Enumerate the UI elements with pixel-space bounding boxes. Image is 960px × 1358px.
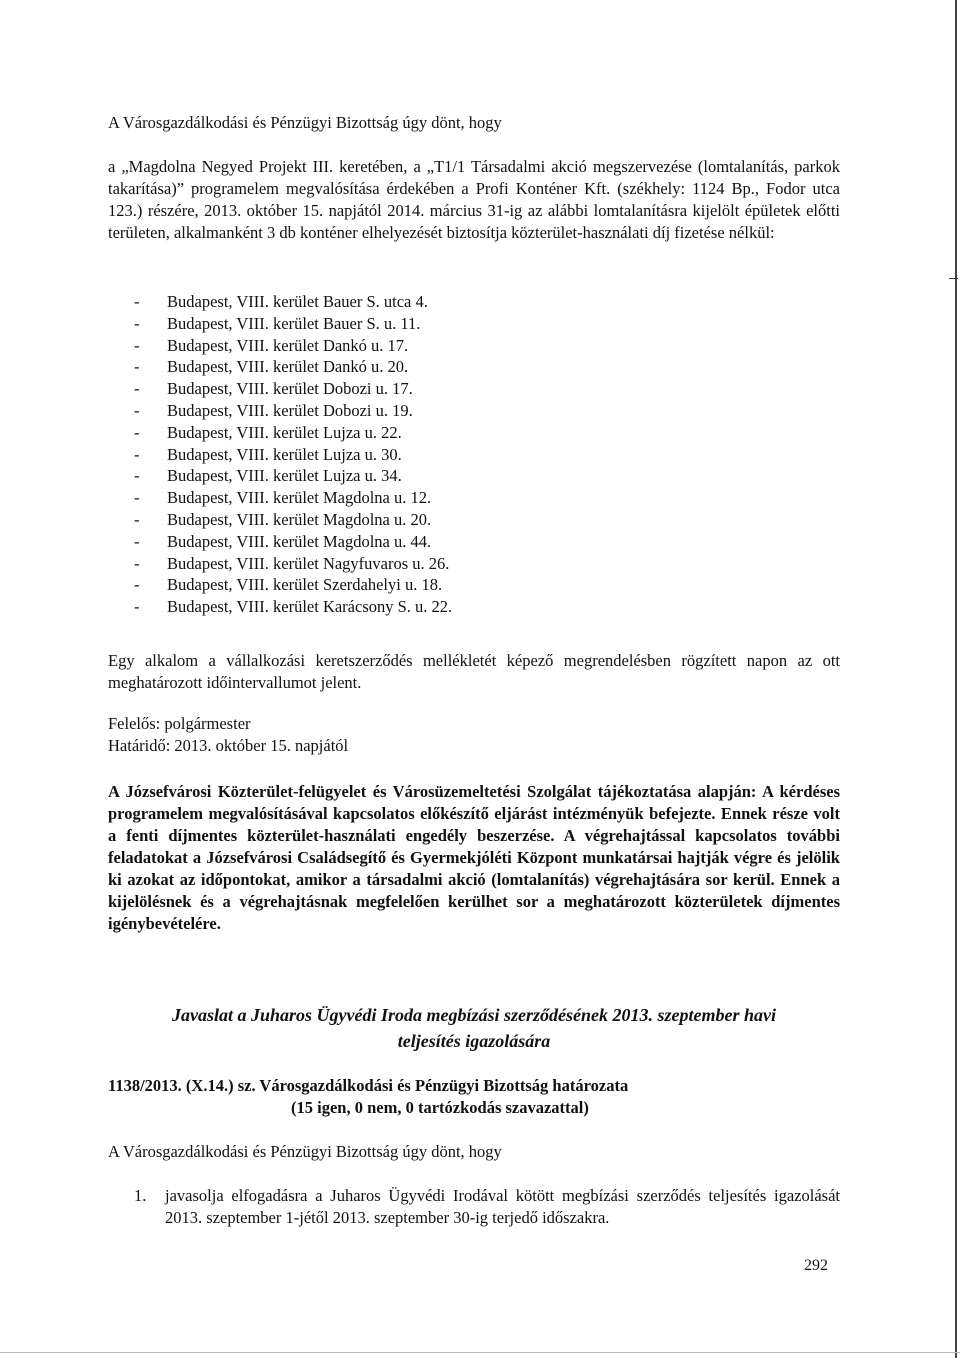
- page-number: 292: [804, 1257, 828, 1274]
- list-item: - Budapest, VIII. kerület Lujza u. 30.: [134, 444, 402, 464]
- list-item: - Budapest, VIII. kerület Magdolna u. 44.: [134, 531, 432, 551]
- list-item: - Budapest, VIII. kerület Lujza u. 34.: [134, 466, 402, 486]
- resolution-vote: (15 igen, 0 nem, 0 tartózkodás szavazattal): [291, 1098, 589, 1117]
- scan-edge-tick: [949, 278, 958, 279]
- deadline-line: Határidő: 2013. október 15. napjától: [108, 736, 349, 755]
- list-item: - Budapest, VIII. kerület Magdolna u. 12.: [134, 488, 432, 508]
- scan-edge-right: [955, 0, 957, 1358]
- list-item: - Budapest, VIII. kerület Bauer S. utca 4.: [134, 292, 428, 311]
- numbered-item: [134, 1185, 840, 1229]
- list-item: - Budapest, VIII. kerület Magdolna u. 20.: [134, 509, 432, 529]
- address-list: [134, 291, 452, 618]
- list-item: - Budapest, VIII. kerület Dobozi u. 19.: [134, 400, 413, 420]
- intro-sentence: A Városgazdálkodási és Pénzügyi Bizottság úgy dönt, hogy: [108, 113, 502, 132]
- resolution-title: 1138/2013. (X.14.) sz. Városgazdálkodási és Pénzügyi Bizottság határozata: [108, 1076, 629, 1095]
- list-item: - Budapest, VIII. kerület Bauer S. u. 11.: [134, 313, 421, 333]
- occasion-paragraph: Egy alkalom a vállalkozási keretszerződés mellékletét képező megrendelésben rögzített napon az ott meghatározott időintervallumot jelent.: [108, 651, 840, 692]
- decision-paragraph: a „Magdolna Negyed Projekt III. keretében, a „T1/1 Társadalmi akció megszervezése (lomtalanítás, parkok takarítása)” programelem megvalósítása érdekében a Profi Konténer Kft. (székhely: 1124 Bp., Fodor utca 123.) részére, 2013. október 15. napjától 2014. március 31-ig az alábbi lomtalanításra kijelölt épületek előtti területen, alkalmanként 3 db konténer elhelyezését biztosítja közterület-használati díj fizetése nélkül:: [108, 157, 840, 242]
- responsible-line: Felelős: polgármester: [108, 714, 251, 733]
- item-text: javasolja elfogadásra a Juharos Ügyvédi Irodával kötött megbízási szerződés teljesítés igazolását 2013. szeptember 1-jétől 2013. szeptember 30-ig terjedő időszakra.: [165, 1186, 840, 1227]
- list-item: - Budapest, VIII. kerület Nagyfuvaros u. 26.: [134, 553, 450, 573]
- list-item: - Budapest, VIII. kerület Karácsony S. u. 22.: [134, 597, 453, 617]
- list-item: - Budapest, VIII. kerület Dankó u. 17.: [134, 335, 409, 355]
- intro-sentence-2: A Városgazdálkodási és Pénzügyi Bizottság úgy dönt, hogy: [108, 1142, 502, 1161]
- list-item: - Budapest, VIII. kerület Szerdahelyi u. 18.: [134, 575, 443, 595]
- list-item: - Budapest, VIII. kerület Dobozi u. 17.: [134, 379, 413, 399]
- list-item: - Budapest, VIII. kerület Dankó u. 20.: [134, 357, 409, 377]
- item-number: 1.: [134, 1186, 147, 1205]
- proposal-heading: Javaslat a Juharos Ügyvédi Iroda megbízási szerződésének 2013. szeptember havi teljesítés igazolására: [172, 1005, 776, 1051]
- list-item: - Budapest, VIII. kerület Lujza u. 22.: [134, 422, 402, 442]
- information-paragraph: A Józsefvárosi Közterület-felügyelet és Városüzemeltetési Szolgálat tájékoztatása alapján: A kérdéses programelem megvalósításával kapcsolatos előkészítő eljárást intézményük befejezte. Ennek része volt a fenti díjmentes közterület-használati engedély beszerzése. A végrehajtással kapcsolatos további feladatokat a Józsefvárosi Családsegítő és Gyermekjóléti Központ munkatársai hajtják végre és jelölik ki azokat az időpontokat, amikor a társadalmi akció (lomtalanítás) végrehajtására sor kerül. Ennek a kijelölésnek és a végrehajtásnak megfelelően kerülhet sor a meghatározott közterületek díjmentes igénybevételére.: [108, 782, 840, 933]
- scan-edge-bottom: [0, 1352, 960, 1353]
